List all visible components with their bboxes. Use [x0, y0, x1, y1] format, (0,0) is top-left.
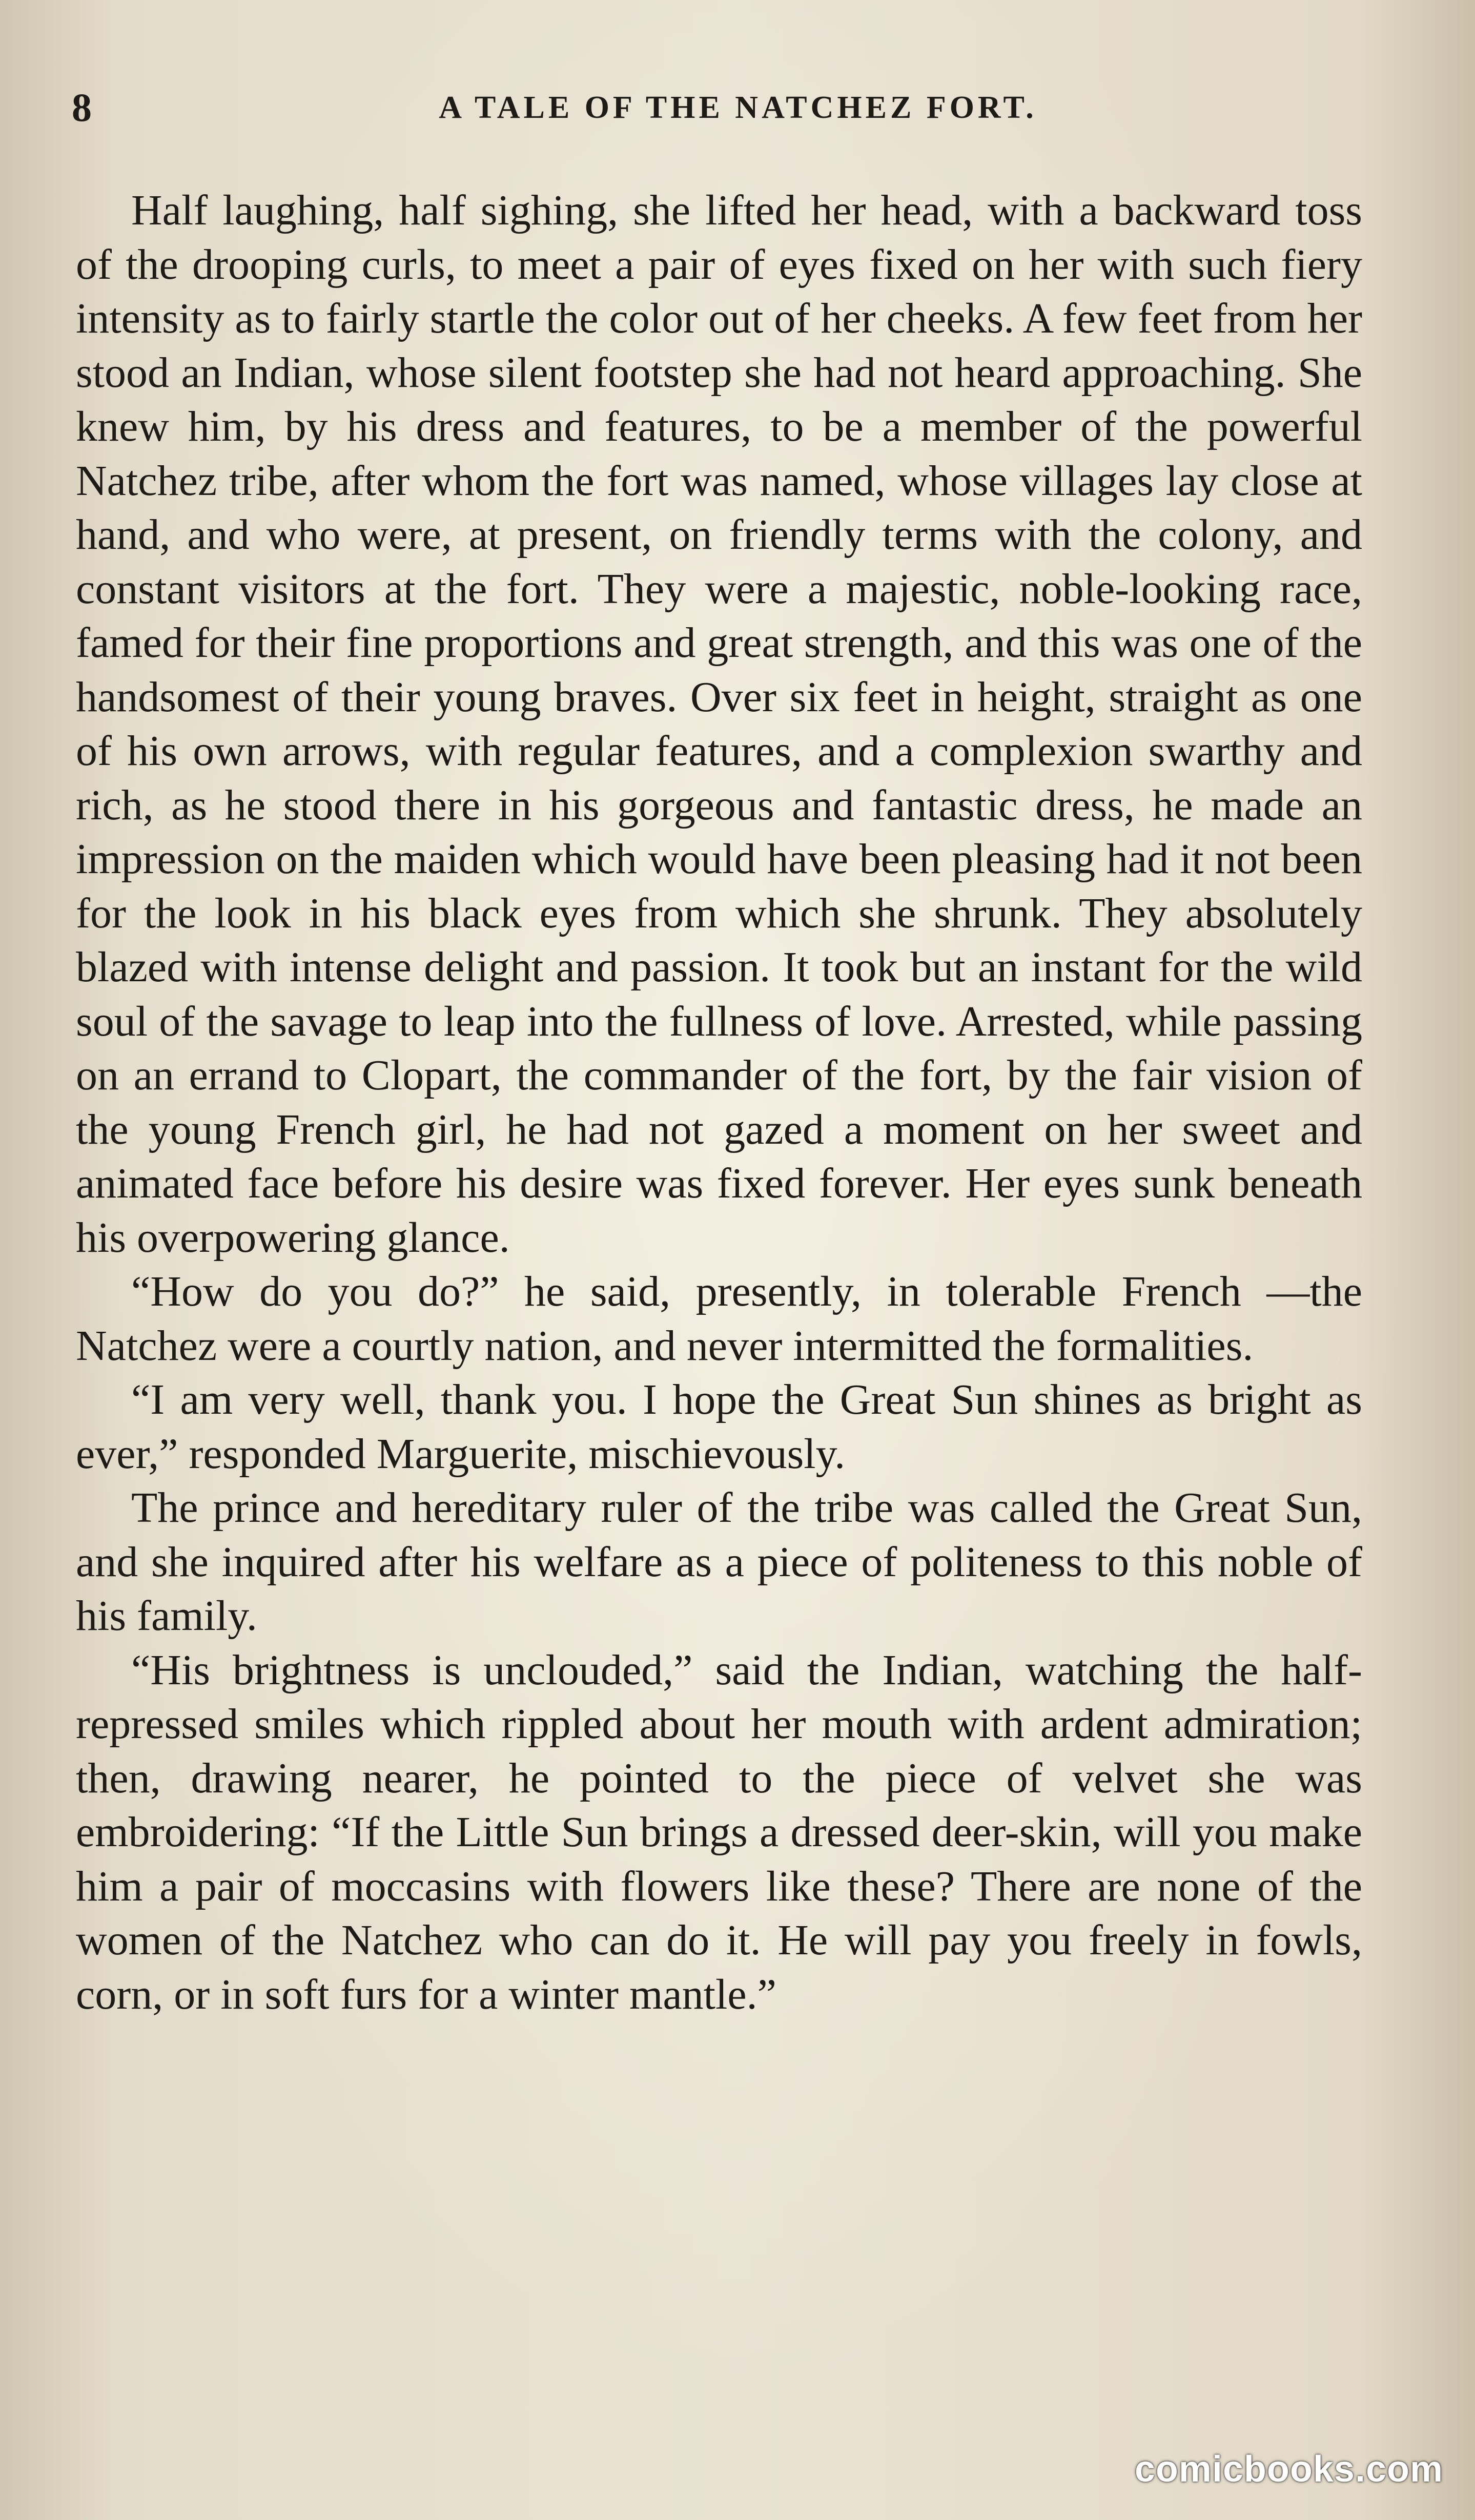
- body-text: [76, 183, 1362, 2021]
- page-number: 8: [72, 85, 92, 130]
- paragraph: “How do you do?” he said, presently, in tolerable French —the Natchez were a courtly nation, and never intermitted the formalities.: [76, 1268, 1362, 1370]
- paragraph: “I am very well, thank you. I hope the Great Sun shines as bright as ever,” responded Marguerite, mischievously.: [76, 1376, 1362, 1478]
- page-header: [72, 87, 1404, 128]
- paragraph: “His brightness is unclouded,” said the Indian, watching the half-repressed smiles which rippled about her mouth with ardent admiration; then, drawing nearer, he pointed to the piece of velvet she was embroidering: “If the Little Sun brings a dressed deer-skin, will you make him a pair of moccasins with flowers like these? There are none of the women of the Natchez who can do it. He will pay you freely in fowls, corn, or in soft furs for a winter mantle.”: [76, 1646, 1362, 2018]
- paragraph: Half laughing, half sighing, she lifted her head, with a backward toss of the drooping curls, to meet a pair of eyes fixed on her with such fiery intensity as to fairly startle the color out of her cheeks. A few feet from her stood an Indian, whose silent footstep she had not heard approaching. She knew him, by his dress and features, to be a member of the powerful Natchez tribe, after whom the fort was named, whose villages lay close at hand, and who were, at present, on friendly terms with the colony, and constant visitors at the fort. They were a majestic, noble-looking race, famed for their fine proportions and great strength, and this was one of the handsomest of their young braves. Over six feet in height, straight as one of his own arrows, with regular features, and a complexion swarthy and rich, as he stood there in his gorgeous and fantastic dress, he made an impression on the maiden which would have been pleasing had it not been for the look in his black eyes from which she shrunk. They absolutely blazed with intense delight and passion. It took but an instant for the wild soul of the savage to leap into the fullness of love. Arrested, while passing on an errand to Clopart, the commander of the fort, by the fair vision of the young French girl, he had not gazed a moment on her sweet and animated face before his desire was fixed forever. Her eyes sunk beneath his overpowering glance.: [76, 187, 1362, 1262]
- watermark: comicbooks.com: [1134, 2449, 1443, 2490]
- running-title: A TALE OF THE NATCHEZ FORT.: [439, 90, 1037, 125]
- paragraph: The prince and hereditary ruler of the tribe was called the Great Sun, and she inquired after his welfare as a piece of politeness to this noble of his family.: [76, 1484, 1362, 1640]
